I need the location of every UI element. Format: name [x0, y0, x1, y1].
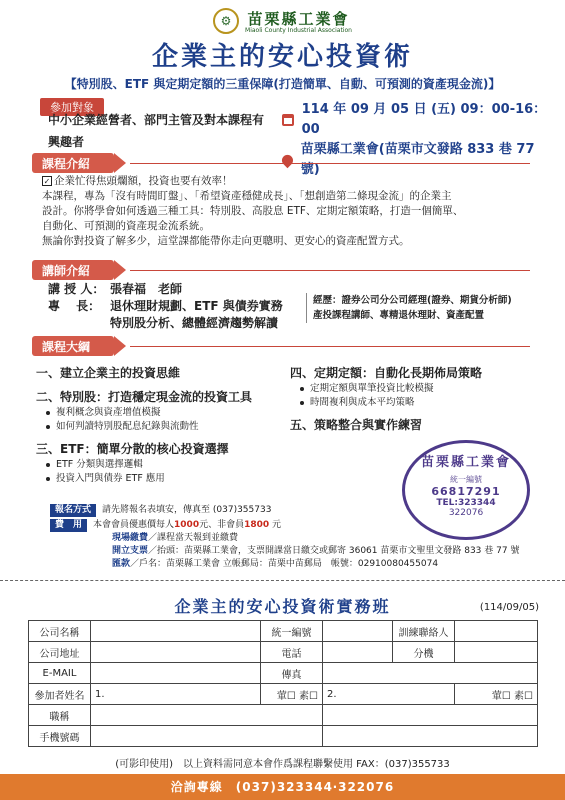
- position-1-field[interactable]: [91, 705, 323, 726]
- outline-right: [290, 364, 530, 434]
- section-outline-pill: 課程大綱: [32, 336, 114, 356]
- teacher-name: 張春福 老師: [110, 282, 183, 296]
- form-title: 企業主的安心投資術實務班: [174, 597, 391, 616]
- divider: [130, 346, 530, 347]
- event-date: 114 年 09 月 05 日 (五) 09：00-16：00: [301, 102, 547, 137]
- participant-2-diet[interactable]: 葷☐ 素☐: [455, 684, 538, 705]
- location-pin-icon: [280, 152, 295, 167]
- teacher-info: [48, 281, 283, 332]
- logo-row: [0, 8, 565, 34]
- fax-field[interactable]: [323, 663, 538, 684]
- teacher-exp1: 經歷：證券公司分公司經理(證券、期貨分析師): [313, 295, 512, 306]
- registration-transfer: 匯款／戶名：苗栗縣工業會 立帳郵局：苗栗中苗郵局 帳號：02910080455074: [112, 559, 439, 569]
- contact-field[interactable]: [455, 621, 538, 642]
- section-intro-pill: 課程介紹: [32, 153, 114, 173]
- company-name-field[interactable]: [91, 621, 261, 642]
- participant-2-field[interactable]: 2.: [323, 684, 455, 705]
- outline-item-1: 一、建立企業主的投資思維: [36, 366, 181, 380]
- position-2-field[interactable]: [323, 705, 538, 726]
- hotline-bar: 洽詢專線 (037)323344‧322076: [0, 774, 565, 800]
- ext-field[interactable]: [455, 642, 538, 663]
- intro-line3: 設計。你將學會如何透過三種工具：特別股、高股息 ETF、定期定額策略，打造一個簡單、: [42, 205, 464, 217]
- mobile-1-field[interactable]: [91, 726, 323, 747]
- label-tax-id: 統一編號: [261, 621, 323, 642]
- email-field[interactable]: [91, 663, 261, 684]
- outline-item-2-bullet-1: 複利概念與資產增值模擬: [36, 406, 286, 420]
- outline-item-3: 三、ETF：簡單分散的核心投資選擇: [36, 442, 229, 456]
- teacher-experience: [306, 293, 512, 323]
- outline-item-2: 二、特別股：打造穩定現金流的投資工具: [36, 390, 253, 404]
- registration-onsite: 現場繳費／課程當天報到並繳費: [112, 533, 239, 543]
- check-icon: ✓: [43, 177, 51, 186]
- teacher-spec1: 退休理財規劃、ETF 與債券實務: [110, 299, 283, 313]
- org-name-cn: 苗栗縣工業會: [247, 10, 350, 28]
- teacher-spec2: 特別股分析、總體經濟趨勢解讀: [110, 316, 279, 330]
- label-fax: 傳真: [261, 663, 323, 684]
- registration-check: 開立支票／抬頭：苗栗縣工業會，支票開課當日繳交或郵寄 36061 苗栗市文聖里文發路 833 巷 77 號: [112, 546, 520, 556]
- company-stamp: 苗栗縣工業會 統一編號 66817291 TEL:323344 322076: [402, 440, 530, 540]
- label-ext: 分機: [393, 642, 455, 663]
- outline-left: [36, 364, 286, 486]
- org-name-en: Miaoli County Industrial Association: [245, 27, 352, 34]
- participant-1-diet[interactable]: 葷☐ 素☐: [261, 684, 323, 705]
- event-place: 苗栗縣工業會(苗栗市文發路 833 巷 77 號): [300, 142, 535, 177]
- teacher-exp2: 產投課程講師、專精退休理財、資產配置: [313, 310, 485, 321]
- intro-line2: 本課程，專為「沒有時間盯盤」、「希望資產穩健成長」、「想創造第二條現金流」的企業主: [42, 190, 452, 202]
- label-position: 職稱: [29, 705, 91, 726]
- page-subtitle: 【特別股、ETF 與定期定額的三重保障(打造簡單、自動、可預測的資產現金流)】: [64, 77, 501, 91]
- participant-1-field[interactable]: 1.: [91, 684, 261, 705]
- address-field[interactable]: [91, 642, 261, 663]
- section-teacher-pill: 講師介紹: [32, 260, 114, 280]
- outline-item-4-bullet-2: 時間複利與成本平均策略: [290, 396, 530, 410]
- divider: [130, 270, 530, 271]
- divider: [130, 163, 530, 164]
- header: [0, 8, 565, 92]
- phone-field[interactable]: [323, 642, 393, 663]
- outline-item-5: 五、策略整合與實作練習: [290, 418, 423, 432]
- registration-method: 報名方式 請先將報名表填安，傳真至 (037)355733: [50, 504, 520, 517]
- audience-line1: 中小企業經營者、部門主管及對本課程有: [48, 113, 265, 127]
- registration-info: [50, 504, 520, 571]
- audience-line2: 興趣者: [48, 135, 85, 149]
- intro-text: [42, 174, 542, 249]
- intro-line4: 自動化、可預測的資產現金流系統。: [42, 220, 210, 232]
- registration-form: [28, 620, 538, 747]
- audience-tag: 參加對象: [40, 98, 104, 116]
- teacher-name-label: 講 授 人：: [48, 282, 105, 296]
- association-logo-icon: ⚙: [213, 8, 239, 34]
- page-title: 企業主的安心投資術: [151, 42, 413, 72]
- event-info: [282, 100, 552, 180]
- label-mobile: 手機號碼: [29, 726, 91, 747]
- intro-line1: ✓ 企業忙得焦頭爛額，投資也要有效率！: [43, 175, 233, 187]
- cut-line: [0, 580, 565, 581]
- outline-item-4: 四、定期定額：自動化長期佈局策略: [290, 366, 483, 380]
- intro-line5: 無論你對投資了解多少，這堂課都能帶你走向更聰明、更安心的資產配置方式。: [42, 235, 410, 247]
- outline-item-2-bullet-2: 如何判讀特別股配息紀錄與流動性: [36, 420, 286, 434]
- label-participant: 參加者姓名: [29, 684, 91, 705]
- form-date: (114/09/05): [479, 602, 539, 613]
- outline-item-3-bullet-1: ETF 分類與選擇邏輯: [36, 458, 286, 472]
- footer-note: (可影印使用) 以上資料需同意本會作爲課程聯繫使用 FAX：(037)355733: [115, 759, 450, 770]
- calendar-icon: [282, 114, 294, 126]
- tax-id-field[interactable]: [323, 621, 393, 642]
- event-date-row: [282, 100, 552, 140]
- label-contact: 訓練聯絡人: [393, 621, 455, 642]
- label-company-name: 公司名稱: [29, 621, 91, 642]
- label-email: E-MAIL: [29, 663, 91, 684]
- label-address: 公司地址: [29, 642, 91, 663]
- outline-item-3-bullet-2: 投資入門與債券 ETF 應用: [36, 472, 286, 486]
- registration-fee: 費 用 本會會員優惠價每人1000元、非會員1800 元: [50, 519, 520, 532]
- teacher-spec-label: 專 長：: [48, 299, 101, 313]
- outline-item-4-bullet-1: 定期定額與單筆投資比較模擬: [290, 382, 530, 396]
- mobile-2-field[interactable]: [323, 726, 538, 747]
- label-phone: 電話: [261, 642, 323, 663]
